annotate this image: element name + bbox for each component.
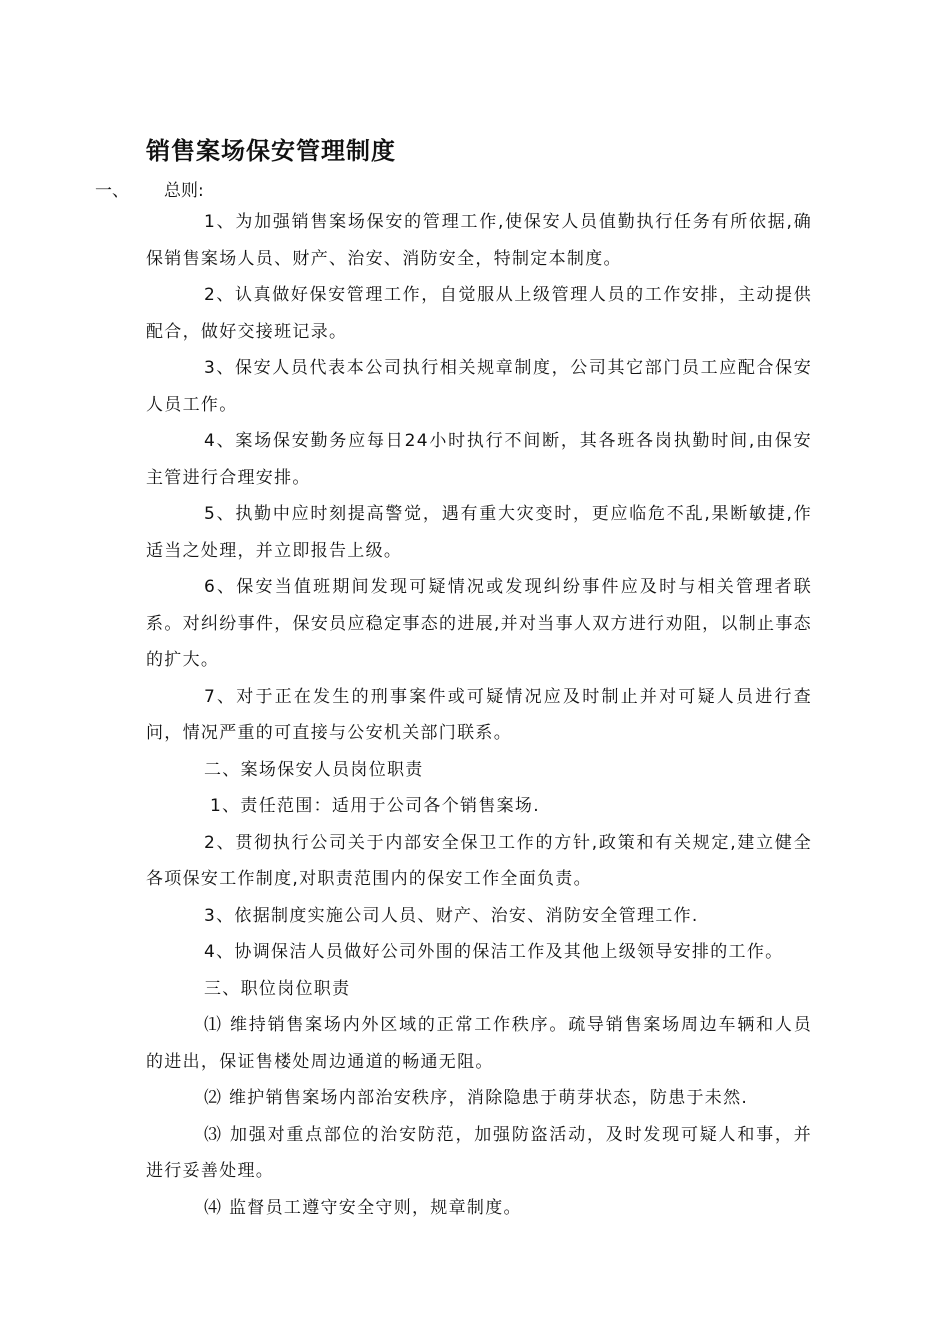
document-body (146, 204, 812, 1226)
paragraph: 7、对于正在发生的刑事案件或可疑情况应及时制止并对可疑人员进行查问，情况严重的可直接与公安机关部门联系。 (146, 686, 812, 743)
paragraph: 6、保安当值班期间发现可疑情况或发现纠纷事件应及时与相关管理者联系。对纠纷事件，保安员应稳定事态的进展,并对当事人双方进行劝阻，以制止事态的扩大。 (146, 577, 812, 670)
paragraph: ⑷ 监督员工遵守安全守则，规章制度。 (204, 1197, 522, 1218)
section-heading: 总则: (164, 181, 204, 201)
paragraph: 3、保安人员代表本公司执行相关规章制度，公司其它部门员工应配合保安人员工作。 (146, 358, 812, 415)
paragraph: 2、贯彻执行公司关于内部安全保卫工作的方针,政策和有关规定,建立健全各项保安工作制度,对职责范围内的保安工作全面负责。 (146, 832, 812, 889)
paragraph: ⑶ 加强对重点部位的治安防范，加强防盗活动，及时发现可疑人和事，并进行妥善处理。 (146, 1124, 812, 1181)
paragraph: ⑴ 维持销售案场内外区域的正常工作秩序。疏导销售案场周边车辆和人员的进出，保证售楼处周边通道的畅通无阻。 (146, 1015, 812, 1072)
paragraph: 1、责任范围：适用于公司各个销售案场. (210, 796, 540, 816)
paragraph: 2、认真做好保安管理工作，自觉服从上级管理人员的工作安排，主动提供配合，做好交接班记录。 (146, 285, 812, 342)
paragraph: 1、为加强销售案场保安的管理工作,使保安人员值勤执行任务有所依据,确保销售案场人员、财产、治安、消防安全，特制定本制度。 (146, 212, 812, 269)
paragraph: ⑵ 维护销售案场内部治安秩序，消除隐患于萌芽状态，防患于未然. (204, 1088, 749, 1108)
paragraph: 4、案场保安勤务应每日24小时执行不间断，其各班各岗执勤时间,由保安主管进行合理安排。 (146, 431, 812, 488)
section-number: 一、 (95, 181, 129, 201)
section-heading: 二、案场保安人员岗位职责 (204, 759, 424, 780)
document-title: 销售案场保安管理制度 (146, 137, 396, 165)
section-heading: 三、职位岗位职责 (204, 978, 351, 999)
paragraph: 4、协调保洁人员做好公司外围的保洁工作及其他上级领导安排的工作。 (204, 942, 784, 962)
paragraph: 5、执勤中应时刻提高警觉，遇有重大灾变时，更应临危不乱,果断敏捷,作适当之处理，并立即报告上级。 (146, 504, 812, 561)
paragraph: 3、依据制度实施公司人员、财产、治安、消防安全管理工作. (204, 905, 699, 926)
